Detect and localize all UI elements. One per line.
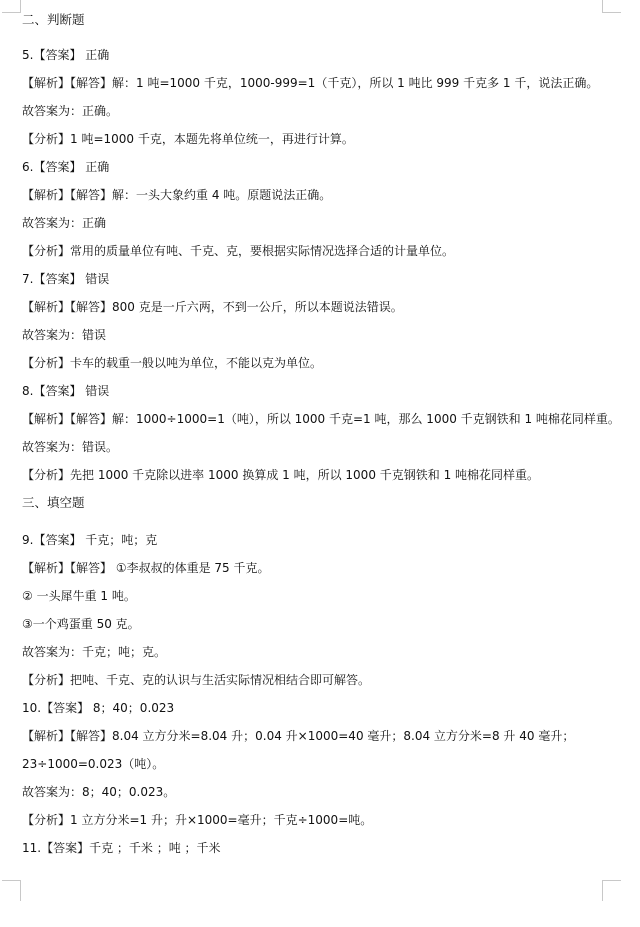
analysis-line: 【解析】【解答】 ①李叔叔的体重是 75 千克。 xyxy=(22,561,270,575)
analysis-line: 【分析】先把 1000 千克除以进率 1000 换算成 1 吨，所以 1000 千克钢铁和 1 吨棉花同样重。 xyxy=(22,468,540,482)
page-corner-mark xyxy=(602,880,621,901)
conclusion-line: 故答案为：8；40；0.023。 xyxy=(22,785,176,799)
page-corner-mark xyxy=(2,880,21,901)
analysis-line: ② 一头犀牛重 1 吨。 xyxy=(22,589,136,603)
analysis-line: 【分析】1 立方分米=1 升；升×1000=毫升；千克÷1000=吨。 xyxy=(22,813,373,827)
conclusion-line: 故答案为：错误。 xyxy=(22,440,119,454)
conclusion-line: 故答案为：错误 xyxy=(22,328,107,342)
page-corner-mark xyxy=(2,0,21,13)
answer-line: 7.【答案】 错误 xyxy=(22,272,110,286)
analysis-line: ③一个鸡蛋重 50 克。 xyxy=(22,617,140,631)
answer-line: 6.【答案】 正确 xyxy=(22,160,110,174)
section-heading: 二、判断题 xyxy=(22,12,85,27)
analysis-line: 【解析】【解答】解：1000÷1000=1（吨），所以 1000 千克=1 吨，那么 1000 千克钢铁和 1 吨棉花同样重。 xyxy=(22,412,620,426)
answer-line: 8.【答案】 错误 xyxy=(22,384,110,398)
conclusion-line: 故答案为：正确。 xyxy=(22,104,119,118)
page-corner-mark xyxy=(602,0,621,13)
answer-line: 11.【答案】千克 ；千米 ；吨 ；千米 xyxy=(22,841,221,855)
analysis-line: 【解析】【解答】800 克是一斤六两，不到一公斤，所以本题说法错误。 xyxy=(22,300,403,314)
answer-line: 10.【答案】 8；40；0.023 xyxy=(22,701,175,715)
analysis-line: 23÷1000=0.023（吨）。 xyxy=(22,757,165,771)
analysis-line: 【解析】【解答】解：一头大象约重 4 吨。原题说法正确。 xyxy=(22,188,332,202)
analysis-line: 【解析】【解答】8.04 立方分米=8.04 升；0.04 升×1000=40 毫升；8.04 立方分米=8 升 40 毫升； xyxy=(22,729,575,743)
analysis-line: 【解析】【解答】解：1 吨=1000 千克，1000-999=1（千克），所以 1 吨比 999 千克多 1 千，说法正确。 xyxy=(22,76,599,90)
answer-line: 5.【答案】 正确 xyxy=(22,48,110,62)
analysis-line: 【分析】1 吨=1000 千克，本题先将单位统一，再进行计算。 xyxy=(22,132,354,146)
conclusion-line: 故答案为：正确 xyxy=(22,216,107,230)
analysis-line: 【分析】把吨、千克、克的认识与生活实际情况相结合即可解答。 xyxy=(22,673,371,687)
answer-line: 9.【答案】 千克；吨；克 xyxy=(22,533,158,547)
conclusion-line: 故答案为：千克；吨；克。 xyxy=(22,645,167,659)
section-heading: 三、填空题 xyxy=(22,495,85,510)
analysis-line: 【分析】常用的质量单位有吨、千克、克，要根据实际情况选择合适的计量单位。 xyxy=(22,244,455,258)
analysis-line: 【分析】卡车的载重一般以吨为单位，不能以克为单位。 xyxy=(22,356,323,370)
